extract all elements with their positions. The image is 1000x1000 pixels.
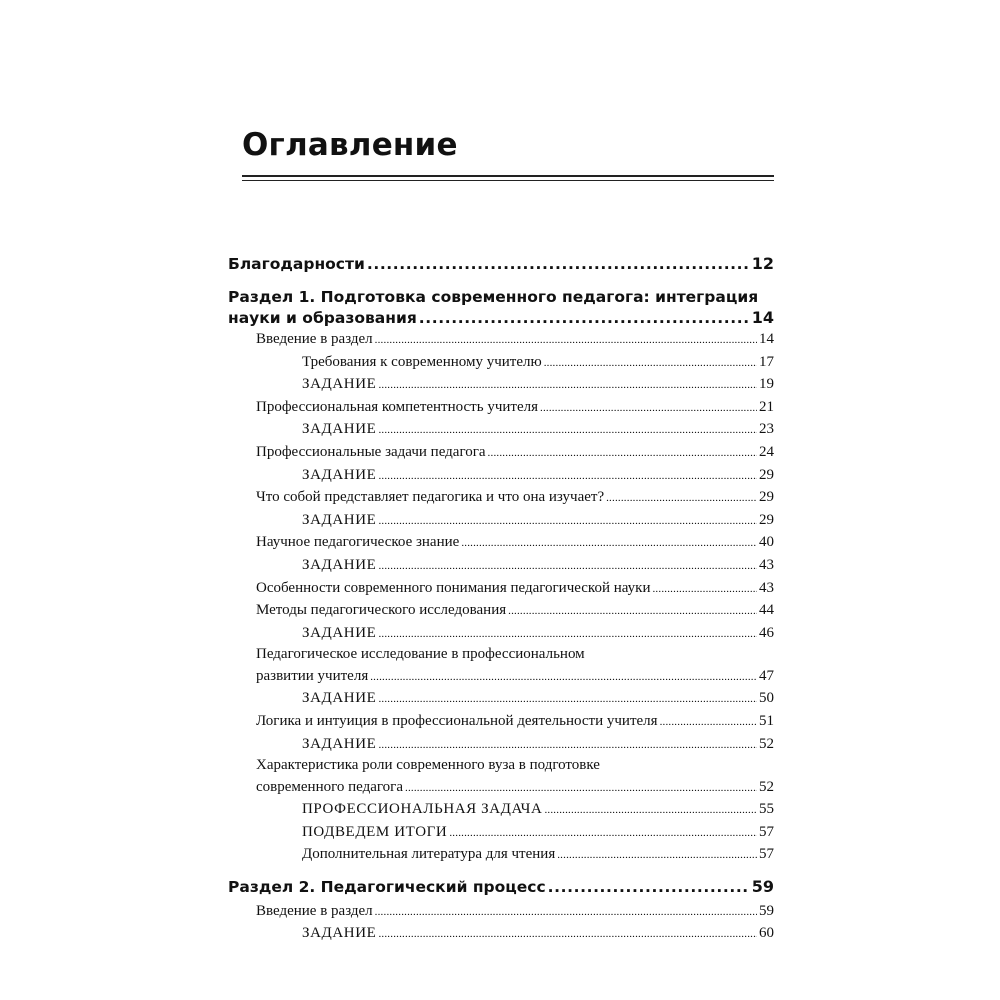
toc-entry-label: ЗАДАНИЕ: [302, 690, 377, 707]
toc-entry-further-reading[interactable]: [228, 843, 774, 866]
toc-page-number: 23: [759, 421, 774, 438]
dot-leader: [378, 510, 757, 533]
toc-page-number: 14: [759, 331, 774, 347]
toc-entry[interactable]: [228, 755, 774, 798]
dot-leader: [419, 308, 750, 329]
toc-entry-label: ЗАДАНИЕ: [302, 511, 377, 528]
toc-page-number: 29: [759, 489, 774, 506]
toc-page-number: 60: [759, 925, 774, 942]
dot-leader: [378, 923, 757, 946]
toc-page-number: 43: [759, 556, 774, 573]
dot-leader: [378, 419, 757, 442]
dot-leader: [378, 623, 757, 646]
toc-entry-label: Дополнительная литература для чтения: [302, 846, 556, 863]
toc-page-number: 21: [759, 398, 774, 415]
dot-leader: [606, 487, 757, 510]
dot-leader: [375, 901, 757, 924]
toc-entry-label: ЗАДАНИЕ: [302, 376, 377, 393]
toc-entry-label: Научное педагогическое знание: [256, 534, 460, 551]
toc-entry-label-continued: современного педагога: [256, 779, 403, 796]
toc-page-number: 17: [759, 353, 774, 370]
toc-entry[interactable]: [228, 441, 774, 464]
toc-entry[interactable]: [228, 710, 774, 733]
dot-leader: [378, 465, 757, 488]
toc-entry[interactable]: [228, 644, 774, 687]
dot-leader: [557, 844, 757, 867]
toc-entry[interactable]: [228, 577, 774, 600]
toc-entry-task[interactable]: [228, 622, 774, 645]
toc-entry-task[interactable]: [228, 373, 774, 396]
toc-entry-task[interactable]: [228, 554, 774, 577]
toc-entry-label: Профессиональная компетентность учителя: [256, 398, 538, 415]
toc-page-number: 57: [759, 846, 774, 863]
toc-page-number: 52: [759, 735, 774, 752]
toc-entry-label: Раздел 2. Педагогический процесс: [228, 877, 546, 896]
toc-page-number: 29: [759, 466, 774, 483]
dot-leader: [378, 734, 757, 757]
toc-entry-label: Характеристика роли современного вуза в подготовке: [256, 757, 600, 774]
toc-page-number: 24: [759, 443, 774, 460]
toc-entry-label: Педагогическое исследование в профессиональном: [256, 646, 585, 663]
dot-leader: [378, 374, 757, 397]
toc-page-number: 55: [759, 801, 774, 818]
toc-entry-task[interactable]: [228, 733, 774, 756]
toc-entry-acknowledgements[interactable]: [228, 250, 774, 277]
toc-page-number: 46: [759, 624, 774, 641]
toc-entry-label: Требования к современному учителю: [302, 353, 542, 370]
toc-entry-task[interactable]: [228, 464, 774, 487]
toc-entry-section-2[interactable]: [228, 873, 774, 900]
toc-page-number: 12: [751, 254, 774, 273]
toc-entry[interactable]: [228, 351, 774, 374]
toc-entry-label: Благодарности: [228, 255, 365, 273]
dot-leader: [370, 666, 757, 688]
toc-entry-label: ПРОФЕССИОНАЛЬНАЯ ЗАДАЧА: [302, 801, 543, 818]
dot-leader: [488, 442, 757, 465]
toc-entry-label: Введение в раздел: [256, 902, 373, 919]
toc-page-number: 19: [759, 376, 774, 393]
dot-leader: [544, 352, 757, 375]
toc-entry-label: Раздел 1. Подготовка современного педагога: интеграция: [228, 288, 759, 306]
toc-entry-label: ЗАДАНИЕ: [302, 624, 377, 641]
toc-page-number: 44: [759, 602, 774, 619]
dot-leader: [652, 578, 757, 601]
dot-leader: [378, 688, 757, 711]
toc-page-number: 52: [759, 779, 774, 796]
toc-page-number: 14: [751, 308, 774, 327]
title-rule-thick: [242, 175, 774, 177]
dot-leader: [544, 799, 757, 822]
toc-entry-task[interactable]: [228, 922, 774, 945]
toc-entry[interactable]: [228, 900, 774, 923]
dot-leader: [461, 532, 757, 555]
toc-entry[interactable]: [228, 531, 774, 554]
toc-entry-label: Логика и интуиция в профессиональной деятельности учителя: [256, 712, 658, 729]
toc-entry[interactable]: [228, 599, 774, 622]
toc-entry-label-continued: науки и образования: [228, 309, 417, 327]
toc-entry-label: ЗАДАНИЕ: [302, 925, 377, 942]
dot-leader: [548, 874, 750, 901]
toc-page-number: 47: [759, 668, 774, 685]
dot-leader: [367, 251, 750, 278]
dot-leader: [449, 822, 757, 845]
toc-entry-label: Профессиональные задачи педагога: [256, 443, 486, 460]
dot-leader: [375, 329, 757, 352]
toc-entry-label: Методы педагогического исследования: [256, 602, 507, 619]
toc-entry-label: ЗАДАНИЕ: [302, 421, 377, 438]
toc-entry[interactable]: [228, 396, 774, 419]
toc-page-number: 43: [759, 579, 774, 596]
toc-page-number: 57: [759, 823, 774, 840]
toc-page-number: 50: [759, 690, 774, 707]
toc-entry[interactable]: [228, 328, 774, 351]
page-title: Оглавление: [242, 127, 458, 163]
dot-leader: [508, 600, 757, 623]
toc-page-number: 59: [751, 876, 774, 896]
dot-leader: [540, 397, 757, 420]
toc-entry-task[interactable]: [228, 418, 774, 441]
dot-leader: [405, 777, 757, 799]
toc-entry-label-continued: развитии учителя: [256, 668, 369, 685]
toc-entry-section-1[interactable]: [228, 284, 774, 328]
toc-entry-label: Введение в раздел: [256, 331, 373, 347]
toc-page-number: 51: [759, 712, 774, 729]
toc-page-number: 59: [759, 902, 774, 919]
toc-entry-label: ЗАДАНИЕ: [302, 735, 377, 752]
toc-page-number: 40: [759, 534, 774, 551]
title-rule-thin: [242, 180, 774, 181]
toc-entry-label: ЗАДАНИЕ: [302, 466, 377, 483]
dot-leader: [378, 555, 757, 578]
table-of-contents: [228, 250, 774, 945]
toc-entry-task[interactable]: [228, 509, 774, 532]
toc-entry-label: Что собой представляет педагогика и что она изучает?: [256, 489, 605, 506]
toc-entry-summary[interactable]: [228, 821, 774, 844]
toc-entry-label: Особенности современного понимания педагогической науки: [256, 579, 651, 596]
toc-entry-label: ЗАДАНИЕ: [302, 556, 377, 573]
toc-page-number: 29: [759, 511, 774, 528]
toc-entry[interactable]: [228, 486, 774, 509]
toc-entry-label: ПОДВЕДЕМ ИТОГИ: [302, 823, 448, 840]
toc-entry-task[interactable]: [228, 798, 774, 821]
dot-leader: [660, 711, 757, 734]
toc-entry-task[interactable]: [228, 687, 774, 710]
